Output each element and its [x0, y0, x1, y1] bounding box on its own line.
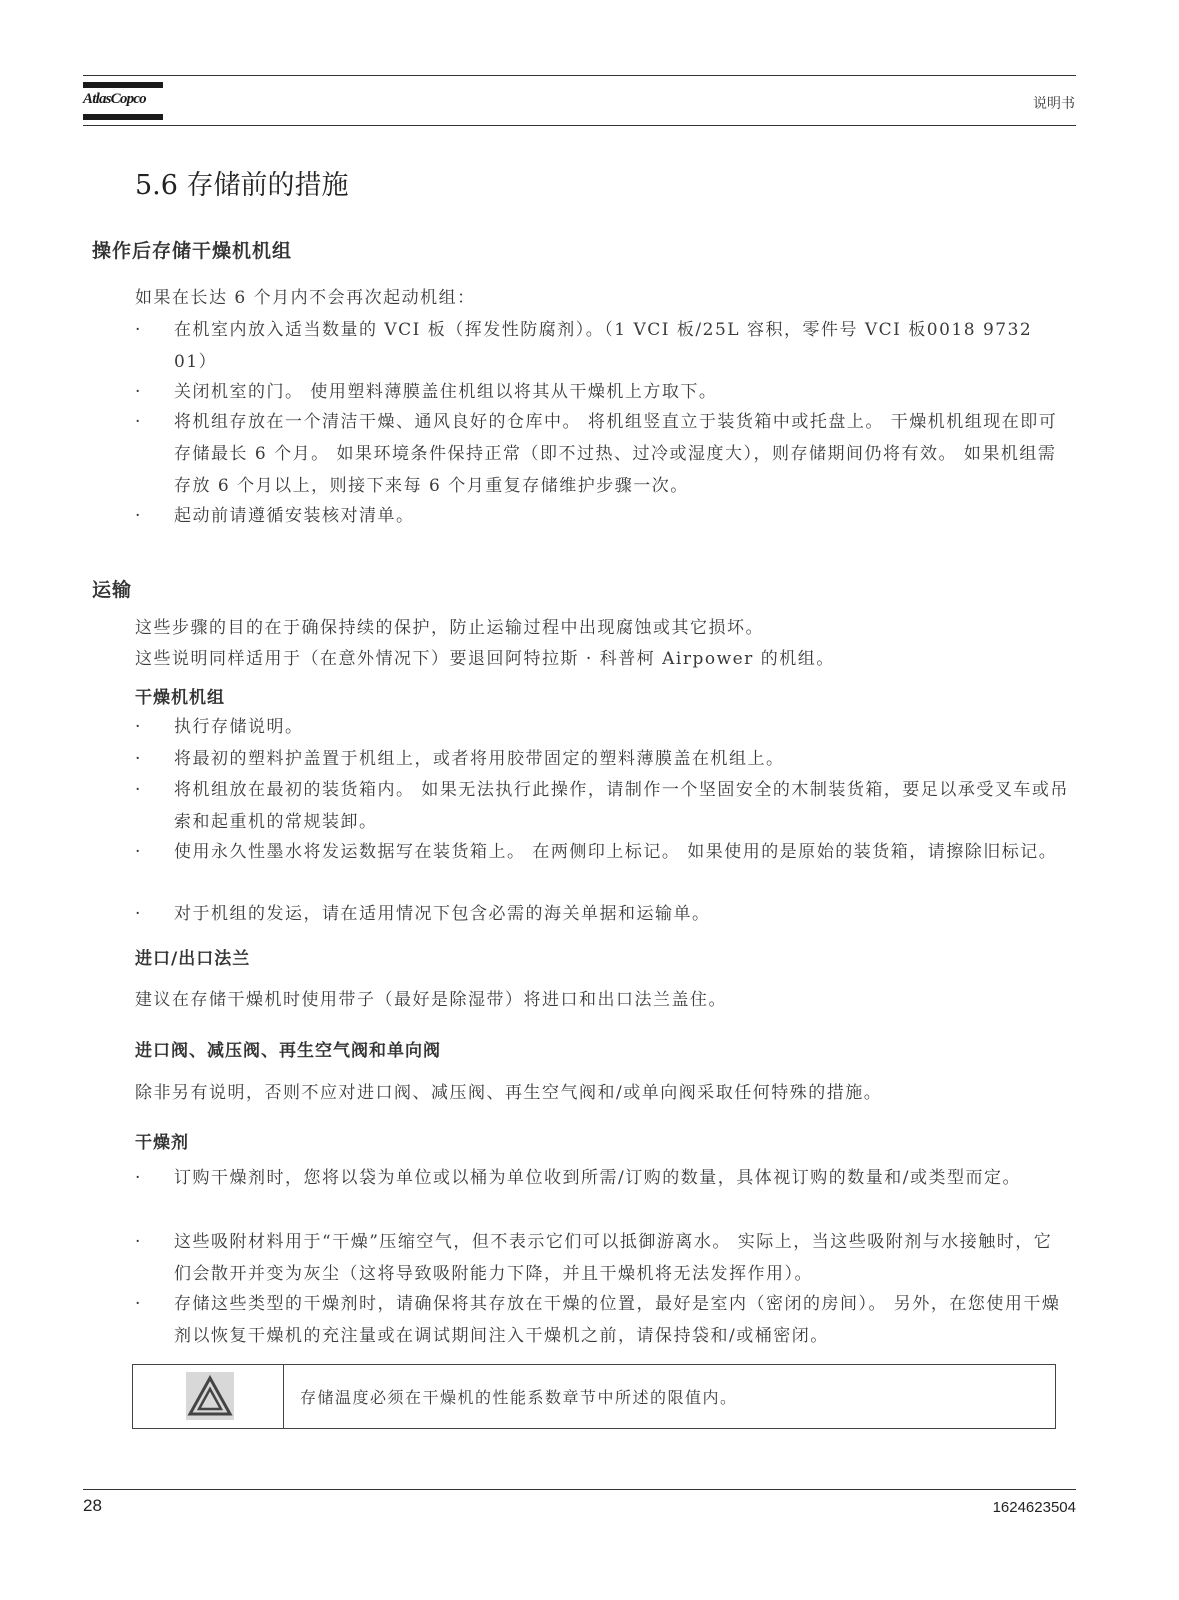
transport-applicability: 这些说明同样适用于（在意外情况下）要退回阿特拉斯 · 科普柯 Airpower 的机组。 — [135, 649, 835, 669]
heading-dryer-unit: 干燥机机组 — [135, 688, 225, 708]
list-item — [135, 376, 1070, 408]
list-item — [135, 406, 1070, 502]
list-item-text: 将最初的塑料护盖置于机组上，或者将用胶带固定的塑料薄膜盖在机组上。 — [174, 749, 785, 769]
list-item-text: 使用永久性墨水将发运数据写在装货箱上。 在两侧印上标记。 如果使用的是原始的装货箱，请擦除旧标记。 — [174, 842, 1058, 862]
bullet: · — [135, 749, 142, 769]
list-item — [135, 774, 1070, 838]
bullet: · — [135, 1294, 142, 1314]
bullet: · — [135, 412, 142, 432]
heading-valves: 进口阀、减压阀、再生空气阀和单向阀 — [135, 1041, 441, 1061]
bullet: · — [135, 780, 142, 800]
transport-purpose: 这些步骤的目的在于确保持续的保护，防止运输过程中出现腐蚀或其它损坏。 — [135, 618, 764, 638]
warning-triangle-icon — [186, 1372, 234, 1420]
list-item — [135, 1162, 1070, 1194]
storage-intro: 如果在长达 6 个月内不会再次起动机组： — [135, 288, 476, 308]
note-text: 存储温度必须在干燥机的性能系数章节中所述的限值内。 — [300, 1388, 738, 1407]
bullet: · — [135, 1168, 142, 1188]
bullet: · — [135, 904, 142, 924]
list-item-text: 这些吸附材料用于“干燥”压缩空气，但不表示它们可以抵御游离水。 实际上，当这些吸附剂与水接触时，它们会散开并变为灰尘（这将导致吸附能力下降，并且干燥机将无法发挥作用）。 — [174, 1232, 1053, 1284]
valves-text: 除非另有说明，否则不应对进口阀、减压阀、再生空气阀和/或单向阀采取任何特殊的措施。 — [135, 1083, 883, 1103]
note-icon-cell — [133, 1365, 284, 1428]
list-item-text: 将机组放在最初的装货箱内。 如果无法执行此操作，请制作一个坚固安全的木制装货箱，要足以承受叉车或吊索和起重机的常规装卸。 — [174, 780, 1069, 832]
heading-flanges: 进口/出口法兰 — [135, 949, 251, 969]
list-item-text: 对于机组的发运，请在适用情况下包含必需的海关单据和运输单。 — [174, 904, 711, 924]
list-item — [135, 898, 1070, 930]
header-bottom-rule — [83, 125, 1076, 126]
logo-text: AtlasCopco — [83, 91, 146, 107]
list-item-text: 存储这些类型的干燥剂时，请确保将其存放在干燥的位置，最好是室内（密闭的房间）。 另外，在您使用干燥剂以恢复干燥机的充注量或在调试期间注入干燥机之前，请保持袋和/或桶密闭。 — [174, 1294, 1061, 1346]
bullet: · — [135, 320, 142, 340]
bullet: · — [135, 842, 142, 862]
bullet: · — [135, 382, 142, 402]
heading-desiccant: 干燥剂 — [135, 1133, 189, 1153]
heading-storage-after-operation: 操作后存储干燥机机组 — [92, 240, 293, 262]
list-item-text: 起动前请遵循安装核对清单。 — [174, 506, 415, 526]
list-item — [135, 1226, 1070, 1290]
section-title: 5.6 存储前的措施 — [135, 170, 349, 201]
note-box — [132, 1364, 1056, 1429]
page-number: 28 — [83, 1496, 102, 1515]
footer-rule — [83, 1489, 1076, 1490]
flanges-text: 建议在存储干燥机时使用带子（最好是除湿带）将进口和出口法兰盖住。 — [135, 990, 727, 1010]
list-item-text: 关闭机室的门。 使用塑料薄膜盖住机组以将其从干燥机上方取下。 — [174, 382, 718, 402]
list-item — [135, 743, 1070, 775]
list-item — [135, 711, 1070, 743]
list-item — [135, 500, 1070, 532]
logo-bar-bottom — [83, 114, 163, 120]
header-top-rule — [83, 75, 1076, 76]
bullet: · — [135, 506, 142, 526]
list-item — [135, 1288, 1070, 1352]
list-item — [135, 836, 1070, 868]
list-item-text: 在机室内放入适当数量的 VCI 板（挥发性防腐剂）。（1 VCI 板/25L 容积，零件号 VCI 板0018 9732 01） — [174, 320, 1033, 372]
list-item — [135, 314, 1070, 378]
list-item-text: 订购干燥剂时，您将以袋为单位或以桶为单位收到所需/订购的数量，具体视订购的数量和/或类型而定。 — [174, 1168, 1021, 1188]
logo-bar-top — [83, 82, 163, 88]
document-number: 1624623504 — [992, 1499, 1076, 1516]
list-item-text: 将机组存放在一个清洁干燥、通风良好的仓库中。 将机组竖直立于装货箱中或托盘上。 干燥机机组现在即可存储最长 6 个月。 如果环境条件保持正常（即不过热、过冷或湿度大），则存储期间仍将有效。 如果机组需存放 6 个月以上，则接下来每 6 个月重复存储维护步骤一次。 — [174, 412, 1058, 496]
list-item-text: 执行存储说明。 — [174, 717, 304, 737]
bullet: · — [135, 717, 142, 737]
doc-type-label: 说明书 — [1033, 96, 1075, 112]
bullet: · — [135, 1232, 142, 1252]
heading-transport: 运输 — [92, 579, 133, 601]
atlas-copco-logo — [83, 82, 163, 120]
